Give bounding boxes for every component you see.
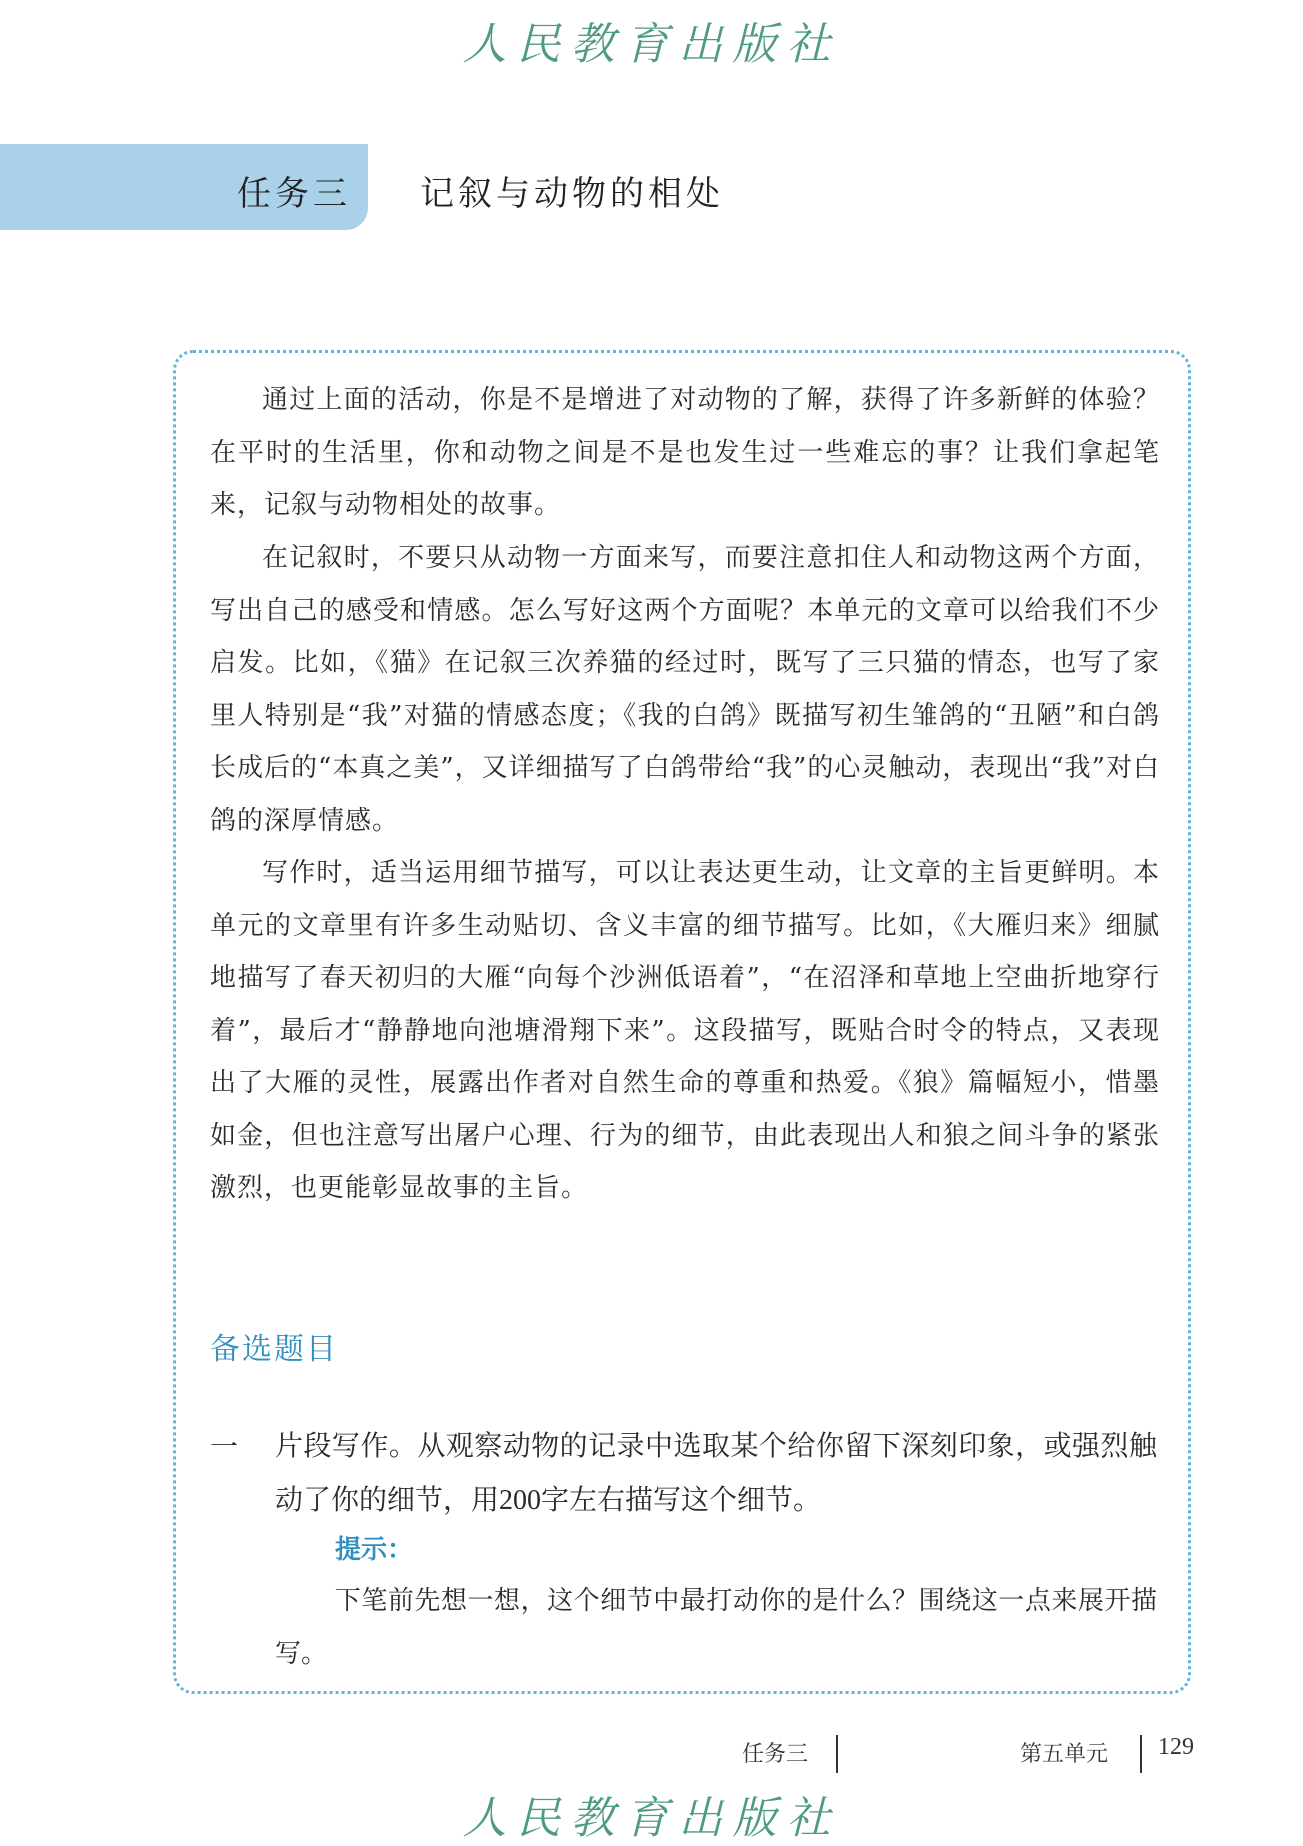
footer-divider xyxy=(1140,1735,1142,1773)
hint-text: 下笔前先想一想，这个细节中最打动你的是什么？围绕这一点来展开描写。 xyxy=(275,1586,1157,1669)
publisher-logo-bottom: 人民教育出版社 xyxy=(462,1793,841,1844)
section-title: 备选题目 xyxy=(210,1332,338,1367)
page-title: 记叙与动物的相处 xyxy=(420,174,724,214)
page-number: 129 xyxy=(1158,1734,1194,1760)
footer-unit: 第五单元 xyxy=(1020,1742,1109,1767)
task-label: 任务三 xyxy=(237,174,351,214)
body-paragraph: 通过上面的活动，你是不是增进了对动物的了解，获得了许多新鲜的体验？在平时的生活里，你和动物之间是不是也发生过一些难忘的事？让我们拿起笔来，记叙与动物相处的故事。 xyxy=(210,385,1160,520)
body-paragraph: 写作时，适当运用细节描写，可以让表达更生动，让文章的主旨更鲜明。本单元的文章里有许多生动贴切、含义丰富的细节描写。比如，《大雁归来》细腻地描写了春天初归的大雁“向每个沙洲低语着”，“在沼泽和草地上空曲折地穿行着”，最后才“静静地向池塘滑翔下来”。这段描写，既贴合时令的特点，又表现出了大雁的灵性，展露出作者对自然生命的尊重和热爱。《狼》篇幅短小，惜墨如金，但也注意写出屠户心理、行为的细节，由此表现出人和狼之间斗争的紧张激烈，也更能彰显故事的主旨。 xyxy=(210,858,1160,1203)
body-paragraph: 在记叙时，不要只从动物一方面来写，而要注意扣住人和动物这两个方面，写出自己的感受和情感。怎么写好这两个方面呢？本单元的文章可以给我们不少启发。比如，《猫》在记叙三次养猫的经过时，既写了三只猫的情态，也写了家里人特别是“我”对猫的情感态度；《我的白鸽》既描写初生雏鸽的“丑陋”和白鸽长成后的“本真之美”，又详细描写了白鸽带给“我”的心灵触动，表现出“我”对白鸽的深厚情感。 xyxy=(210,543,1160,836)
publisher-logo-top: 人民教育出版社 xyxy=(462,19,841,70)
footer-task: 任务三 xyxy=(742,1742,809,1767)
item-number: 一 xyxy=(210,1430,239,1463)
item-text: 片段写作。从观察动物的记录中选取某个给你留下深刻印象，或强烈触动了你的细节，用200字左右描写这个细节。 xyxy=(275,1431,1157,1516)
hint-label: 提示： xyxy=(335,1534,414,1564)
footer-divider xyxy=(836,1735,838,1773)
